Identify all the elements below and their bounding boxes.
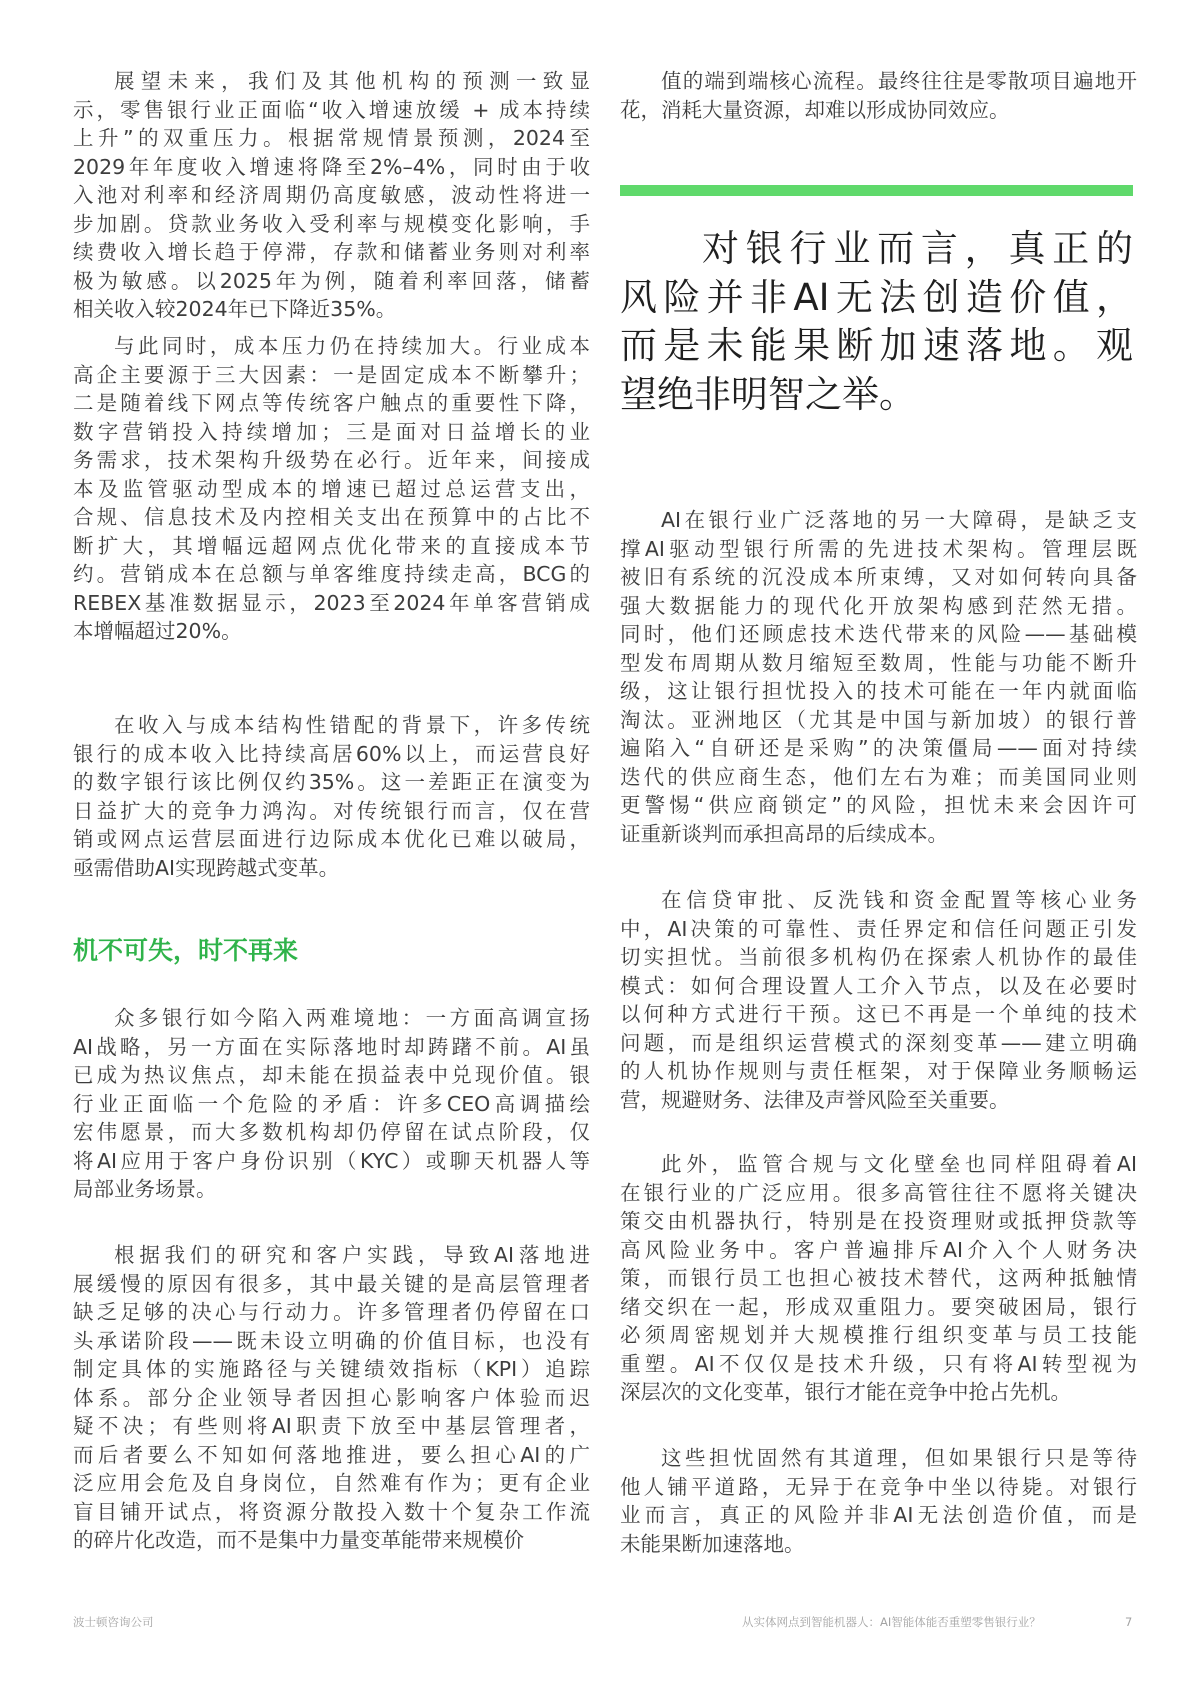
text-line: 淘汰。亚洲地区（尤其是中国与新加坡）的银行普 xyxy=(620,707,1137,732)
pull-quote-rule xyxy=(620,185,1133,196)
footer-report-title: 从实体网点到智能机器人：AI智能体能否重塑零售银行业？ xyxy=(742,1615,1041,1629)
text-line: 合规、信息技术及内控相关支出在预算中的占比不 xyxy=(73,505,590,529)
text-line: 相关收入较2024年已下降近35%。 xyxy=(73,297,397,321)
text-line: 疑不决；有些则将AI职责下放至中基层管理者， xyxy=(73,1414,590,1438)
pull-quote-line: 望绝非明智之举。 xyxy=(620,372,916,416)
text-line: 营，规避财务、法律及声誉风险至关重要。 xyxy=(620,1087,1010,1112)
text-line: 必须周密规划并大规模推行组织变革与员工技能 xyxy=(620,1323,1137,1347)
text-line: 上升”的双重压力。根据常规情景预测，2024至 xyxy=(73,126,590,150)
text-line: 切实担忧。当前很多机构仍在探索人机协作的最佳 xyxy=(620,945,1137,969)
text-line: 宏伟愿景，而大多数机构却仍停留在试点阶段，仅 xyxy=(73,1120,590,1144)
text-line: 花，消耗大量资源，却难以形成协同效应。 xyxy=(620,97,1010,122)
text-line: 体系。部分企业领导者因担心影响客户体验而迟 xyxy=(73,1385,590,1410)
text-line: 销或网点运营层面进行边际成本优化已难以破局， xyxy=(73,827,590,851)
text-line: 本及监管驱动型成本的增速已超过总运营支出， xyxy=(73,476,590,501)
text-line: 撑AI驱动型银行所需的先进技术架构。管理层既 xyxy=(620,536,1137,561)
text-line: 日益扩大的竞争力鸿沟。对传统银行而言，仅在营 xyxy=(73,798,590,823)
text-line: 入池对利率和经济周期仍高度敏感，波动性将进一 xyxy=(73,183,590,207)
text-line: 约。营销成本在总额与单客维度持续走高，BCG的 xyxy=(73,562,590,586)
text-line: 根据我们的研究和客户实践，导致AI落地进 xyxy=(114,1243,590,1267)
text-line: 在收入与成本结构性错配的背景下，许多传统 xyxy=(114,713,590,737)
text-line: 值的端到端核心流程。最终往往是零散项目遍地开 xyxy=(661,69,1137,93)
text-line: 数字营销投入持续增加；三是面对日益增长的业 xyxy=(73,419,590,444)
text-line: 二是随着线下网点等传统客户触点的重要性下降， xyxy=(73,391,590,415)
footer-publisher: 波士顿咨询公司 xyxy=(73,1615,154,1629)
text-line: 示，零售银行业正面临“收入增速放缓 + 成本持续 xyxy=(73,97,590,122)
text-line: 的碎片化改造，而不是集中力量变革能带来规模价 xyxy=(73,1528,524,1552)
text-line: 证重新谈判而承担高昂的后续成本。 xyxy=(620,821,948,846)
text-line: 型发布周期从数月缩短至数周，性能与功能不断升 xyxy=(620,650,1137,675)
text-line: REBEX基准数据显示，2023至2024年单客营销成 xyxy=(73,590,590,615)
pull-quote-line: 风险并非AI无法创造价值， xyxy=(620,275,1133,319)
text-line: 中，AI决策的可靠性、责任界定和信任问题正引发 xyxy=(620,916,1137,941)
pull-quote-line: 对银行业而言，真正的 xyxy=(702,227,1133,270)
text-line: 在信贷审批、反洗钱和资金配置等核心业务 xyxy=(661,888,1137,912)
text-line: 银行的成本收入比持续高居60%以上，而运营良好 xyxy=(73,741,590,766)
text-line: 此外，监管合规与文化壁垒也同样阻碍着AI xyxy=(661,1152,1137,1176)
text-line: 高企主要源于三大因素：一是固定成本不断攀升； xyxy=(73,362,590,387)
text-line: 级，这让银行担忧投入的技术可能在一年内就面临 xyxy=(620,679,1137,703)
text-line: 遍陷入“自研还是采购”的决策僵局——面对持续 xyxy=(620,736,1137,760)
text-line: AI战略，另一方面在实际落地时却踌躇不前。AI虽 xyxy=(73,1034,590,1059)
pull-quote-line: 而是未能果断加速落地。观 xyxy=(620,324,1133,367)
text-line: 众多银行如今陷入两难境地：一方面高调宣扬 xyxy=(114,1006,590,1030)
text-line: 的人机协作规则与责任框架，对于保障业务顺畅运 xyxy=(620,1059,1137,1083)
section-heading: 机不可失，时不再来 xyxy=(73,936,299,965)
text-line: 亟需借助AI实现跨越式变革。 xyxy=(73,855,340,880)
text-line: 策，而银行员工也担心被技术替代，这两种抵触情 xyxy=(620,1266,1137,1290)
text-line: 与此同时，成本压力仍在持续加大。行业成本 xyxy=(114,334,590,358)
text-line: 而后者要么不知如何落地推进，要么担心AI的广 xyxy=(73,1442,590,1467)
text-line: 的数字银行该比例仅约35%。这一差距正在演变为 xyxy=(73,770,590,794)
text-line: 断扩大，其增幅远超网点优化带来的直接成本节 xyxy=(73,533,590,558)
text-line: 绪交织在一起，形成双重阻力。要突破困局，银行 xyxy=(620,1294,1137,1319)
text-line: 以何种方式进行干预。这已不再是一个单纯的技术 xyxy=(620,1002,1137,1026)
text-line: 模式：如何合理设置人工介入节点，以及在必要时 xyxy=(620,973,1137,998)
text-line: 业而言，真正的风险并非AI无法创造价值，而是 xyxy=(620,1503,1137,1527)
text-line: 盲目铺开试点，将资源分散投入数十个复杂工作流 xyxy=(73,1499,590,1524)
text-line: 务需求，技术架构升级势在必行。近年来，间接成 xyxy=(73,448,590,472)
text-line: AI在银行业广泛落地的另一大障碍，是缺乏支 xyxy=(661,508,1137,532)
text-line: 被旧有系统的沉没成本所束缚，又对如何转向具备 xyxy=(620,565,1137,589)
text-line: 更警惕“供应商锁定”的风险，担忧未来会因许可 xyxy=(620,793,1137,817)
text-line: 深层次的文化变革，银行才能在竞争中抢占先机。 xyxy=(620,1380,1071,1404)
text-line: 极为敏感。以2025年为例，随着利率回落，储蓄 xyxy=(73,268,590,293)
text-line: 2029年年度收入增速将降至2%–4%，同时由于收 xyxy=(73,154,590,179)
text-line: 缺乏足够的决心与行动力。许多管理者仍停留在口 xyxy=(73,1300,590,1324)
text-line: 局部业务场景。 xyxy=(73,1177,217,1201)
text-line: 迭代的供应商生态，他们左右为难；而美国同业则 xyxy=(620,764,1137,789)
text-line: 高风险业务中。客户普遍排斥AI介入个人财务决 xyxy=(620,1237,1137,1262)
text-line: 步加剧。贷款业务收入受利率与规模变化影响，手 xyxy=(73,211,590,236)
text-line: 在银行业的广泛应用。很多高管往往不愿将关键决 xyxy=(620,1180,1137,1205)
text-line: 展缓慢的原因有很多，其中最关键的是高层管理者 xyxy=(73,1271,590,1296)
text-line: 重塑。AI不仅仅是技术升级，只有将AI转型视为 xyxy=(620,1351,1137,1376)
text-line: 他人铺平道路，无异于在竞争中坐以待毙。对银行 xyxy=(620,1474,1137,1499)
text-line: 泛应用会危及自身岗位，自然难有作为；更有企业 xyxy=(73,1471,590,1495)
text-line: 未能果断加速落地。 xyxy=(620,1531,805,1556)
text-line: 将AI应用于客户身份识别（KYC）或聊天机器人等 xyxy=(73,1148,590,1173)
text-line: 行业正面临一个危险的矛盾：许多CEO高调描绘 xyxy=(73,1091,590,1116)
text-line: 这些担忧固然有其道理，但如果银行只是等待 xyxy=(661,1446,1137,1470)
footer-page-number: 7 xyxy=(1125,1615,1133,1629)
text-line: 策交由机器执行，特别是在投资理财或抵押贷款等 xyxy=(620,1209,1137,1233)
text-line: 强大数据能力的现代化开放架构感到茫然无措。 xyxy=(620,593,1137,618)
text-line: 问题，而是组织运营模式的深刻变革——建立明确 xyxy=(620,1030,1137,1055)
text-line: 续费收入增长趋于停滞，存款和储蓄业务则对利率 xyxy=(73,240,590,264)
text-line: 制定具体的实施路径与关键绩效指标（KPI）追踪 xyxy=(73,1357,590,1381)
text-line: 本增幅超过20%。 xyxy=(73,619,242,643)
text-line: 展望未来，我们及其他机构的预测一致显 xyxy=(114,69,590,93)
text-line: 同时，他们还顾虑技术迭代带来的风险——基础模 xyxy=(620,622,1137,646)
text-line: 头承诺阶段——既未设立明确的价值目标，也没有 xyxy=(73,1328,590,1353)
text-line: 已成为热议焦点，却未能在损益表中兑现价值。银 xyxy=(73,1063,590,1087)
